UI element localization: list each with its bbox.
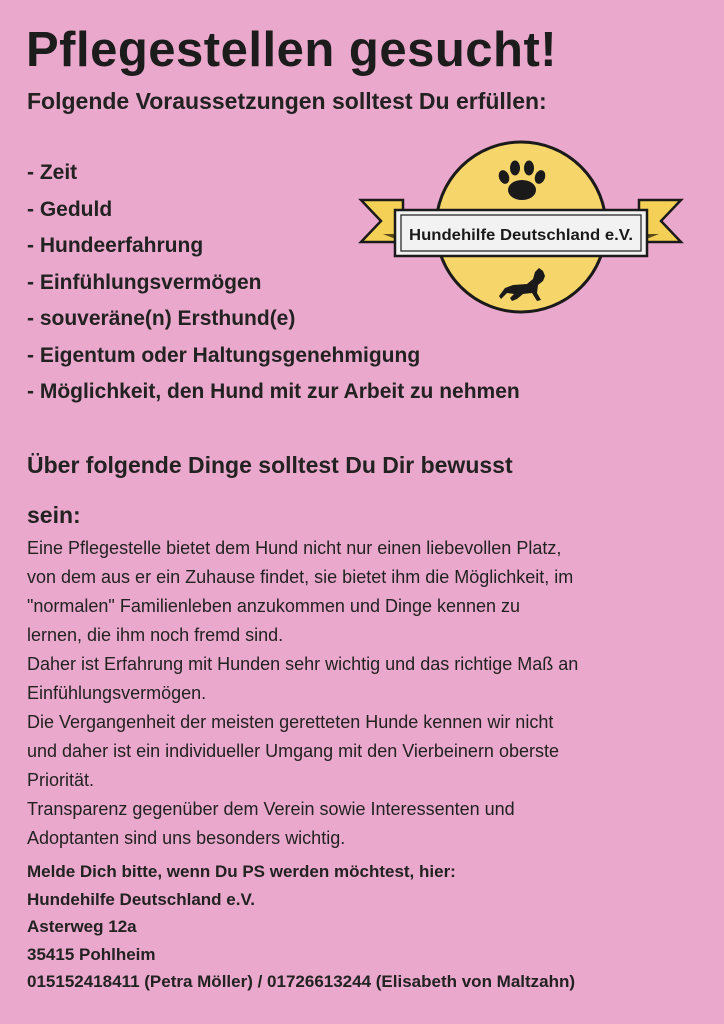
text-line: von dem aus er ein Zuhause findet, sie bietet ihm die Möglichkeit, im <box>27 567 574 587</box>
list-item: - souveräne(n) Ersthund(e) <box>27 307 296 330</box>
text-line: und daher ist ein individueller Umgang mit den Vierbeinern oberste <box>27 741 559 761</box>
page-title: Pflegestellen gesucht! <box>26 23 558 77</box>
text-line: Eine Pflegestelle bietet dem Hund nicht nur einen liebevollen Platz, <box>27 538 562 558</box>
text-line: Transparenz gegenüber dem Verein sowie Interessenten und <box>27 799 515 819</box>
requirements-heading: Folgende Voraussetzungen solltest Du erfüllen: <box>27 88 547 114</box>
text-line: Priorität. <box>27 770 95 790</box>
contact-phones: 015152418411 (Petra Möller) / 01726613244 (Elisabeth von Maltzahn) <box>27 972 576 991</box>
contact-street: Asterweg 12a <box>27 917 137 936</box>
contact-city: 35415 Pohlheim <box>27 944 156 964</box>
contact-org: Hundehilfe Deutschland e.V. <box>27 889 255 909</box>
contact-intro: Melde Dich bitte, wenn Du PS werden möchtest, hier: <box>27 862 456 881</box>
list-item: - Eigentum oder Haltungsgenehmigung <box>27 343 421 367</box>
list-item: - Hundeerfahrung <box>27 234 204 257</box>
organization-logo <box>355 138 687 316</box>
info-paragraph <box>27 534 717 853</box>
section-heading: Über folgende Dinge solltest Du Dir bewusst sein: <box>27 452 513 528</box>
list-item: - Geduld <box>27 197 113 221</box>
contact-block <box>27 858 575 996</box>
text-line: Einfühlungsvermögen. <box>27 683 207 703</box>
list-item: - Einfühlungsvermögen <box>27 270 262 294</box>
text-line: Die Vergangenheit der meisten geretteten Hunde kennen wir nicht <box>27 712 554 732</box>
list-item: - Möglichkeit, den Hund mit zur Arbeit zu nehmen <box>27 380 520 403</box>
text-line: Daher ist Erfahrung mit Hunden sehr wichtig und das richtige Maß an <box>27 654 579 674</box>
logo-text: Hundehilfe Deutschland e.V. <box>409 227 633 244</box>
text-line: lernen, die ihm noch fremd sind. <box>27 625 284 645</box>
text-line: "normalen" Familienleben anzukommen und Dinge kennen zu <box>27 596 521 616</box>
list-item: - Zeit <box>27 161 78 184</box>
text-line: Adoptanten sind uns besonders wichtig. <box>27 828 346 848</box>
